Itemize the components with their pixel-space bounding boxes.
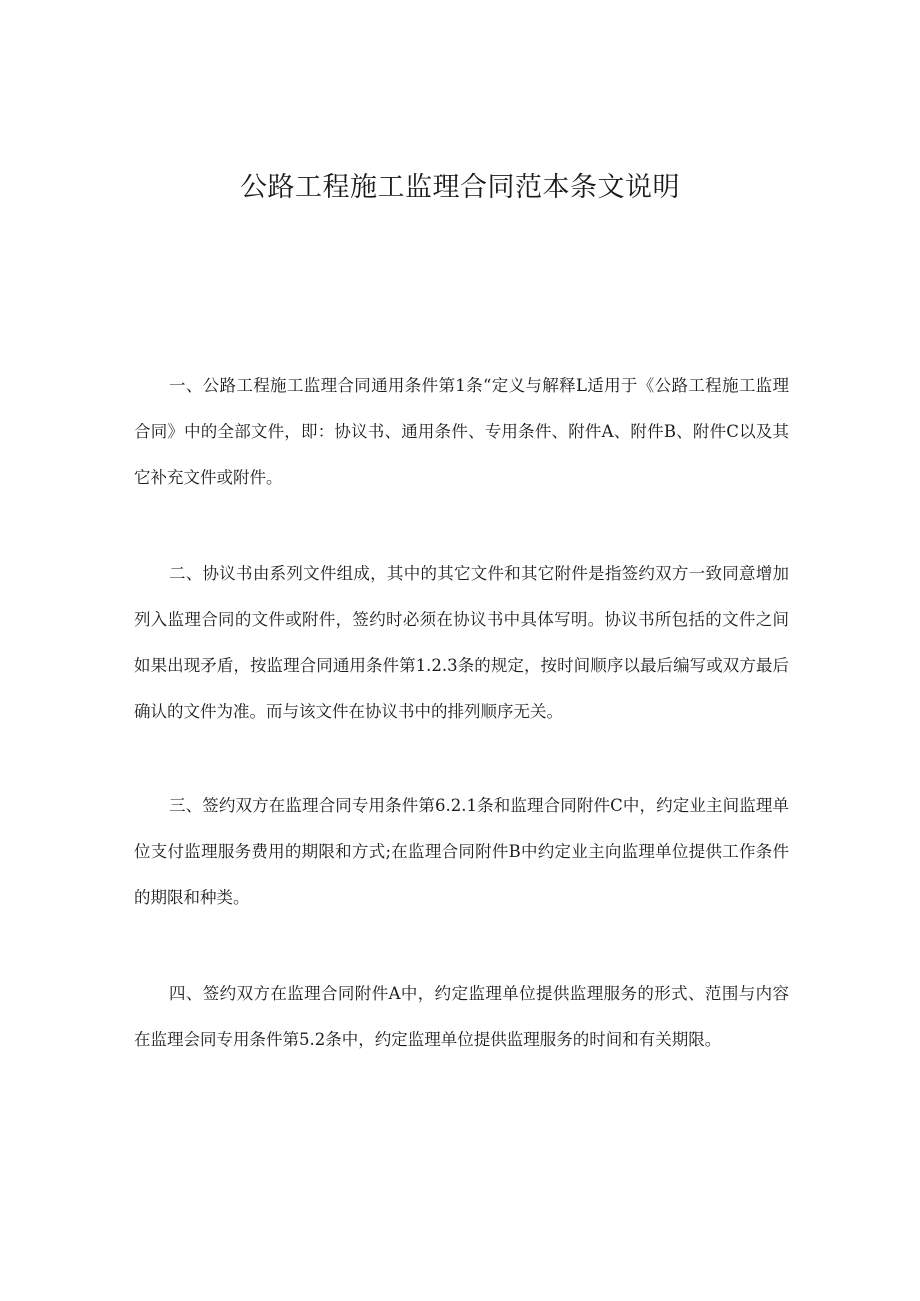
- paragraph-4: 四、签约双方在监理合同附件A中，约定监理单位提供监理服务的形式、范围与内容在监理会同专用条件第5.2条中，约定监理单位提供监理服务的时间和有关期限。: [134, 984, 789, 1049]
- paragraph-1: 一、公路工程施工监理合同通用条件第1条“定义与解释L适用于《公路工程施工监理合同》中的全部文件，即：协议书、通用条件、专用条件、附件A、附件B、附件C以及其它补充文件或附件。: [134, 376, 789, 487]
- paragraph-2: 二、协议书由系列文件组成，其中的其它文件和其它附件是指签约双方一致同意增加列入监理合同的文件或附件，签约时必须在协议书中具体写明。协议书所包括的文件之间如果出现矛盾，按监理合同通用条件第1.2.3条的规定，按时间顺序以最后编写或双方最后确认的文件为准。而与该文件在协议书中的排列顺序无关。: [134, 564, 789, 721]
- paragraph-3: 三、签约双方在监理合同专用条件第6.2.1条和监理合同附件C中，约定业主间监理单位支付监理服务费用的期限和方式;在监理合同附件B中约定业主向监理单位提供工作条件的期限和种类。: [134, 796, 789, 907]
- document-title: 公路工程施工监理合同范本条文说明: [240, 172, 680, 203]
